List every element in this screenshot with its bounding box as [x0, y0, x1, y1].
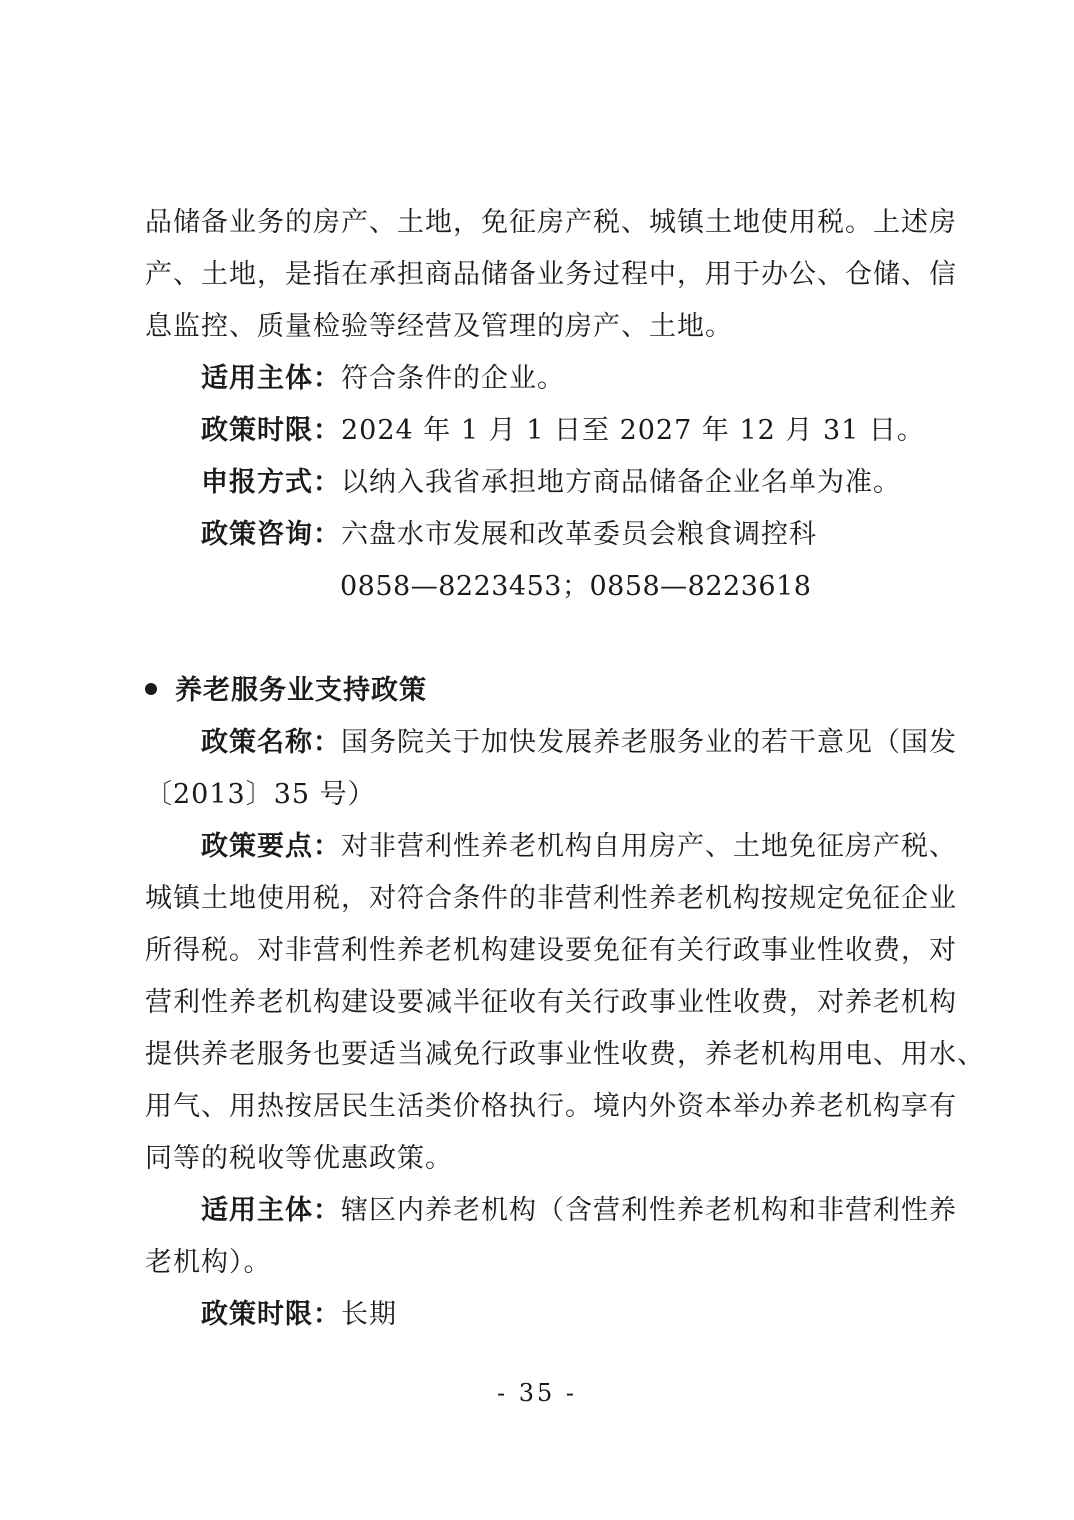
storage-apply-row: [201, 463, 945, 503]
storage-body-line-3: 息监控、质量检验等经营及管理的房产、土地。: [145, 311, 733, 342]
elderly-points-line-5: 用气、用热按居民生活类价格执行。境内外资本举办养老机构享有: [145, 1091, 957, 1122]
storage-body-line-1: 品储备业务的房产、土地，免征房产税、城镇土地使用税。上述房: [145, 207, 957, 238]
elderly-name-row: [201, 723, 957, 763]
elderly-period-label: 政策时限：: [201, 1299, 341, 1330]
storage-consult-value: 六盘水市发展和改革委员会粮食调控科: [341, 519, 817, 550]
storage-applicable-label: 适用主体：: [201, 363, 341, 394]
elderly-points-first: 对非营利性养老机构自用房产、土地免征房产税、: [341, 831, 957, 862]
elderly-points-line-1: 城镇土地使用税，对符合条件的非营利性养老机构按规定免征企业: [145, 883, 957, 914]
storage-consult-phones: 0858—8223453；0858—8223618: [340, 571, 812, 602]
elderly-name-value: 国务院关于加快发展养老服务业的若干意见（国发: [341, 727, 957, 758]
elderly-points-line-6: 同等的税收等优惠政策。: [145, 1143, 453, 1174]
elderly-section-heading-row: [145, 671, 427, 711]
storage-period-value: 2024 年 1 月 1 日至 2027 年 12 月 31 日。: [341, 415, 925, 446]
storage-body-line-2: 产、土地，是指在承担商品储备业务过程中，用于办公、仓储、信: [145, 259, 957, 290]
storage-consult-row: [201, 515, 945, 555]
elderly-points-label: 政策要点：: [201, 831, 341, 862]
elderly-points-line-3: 营利性养老机构建设要减半征收有关行政事业性收费，对养老机构: [145, 987, 957, 1018]
storage-period-label: 政策时限：: [201, 415, 341, 446]
elderly-points-line-2: 所得税。对非营利性养老机构建设要免征有关行政事业性收费，对: [145, 935, 957, 966]
elderly-applicable-value: 辖区内养老机构（含营利性养老机构和非营利性养: [341, 1195, 957, 1226]
elderly-applicable-label: 适用主体：: [201, 1195, 341, 1226]
storage-apply-value: 以纳入我省承担地方商品储备企业名单为准。: [341, 467, 901, 498]
elderly-applicable-continued: 老机构）。: [145, 1247, 272, 1278]
storage-applicable-row: [201, 359, 945, 399]
bullet-icon: [145, 683, 157, 695]
elderly-period-value: 长期: [341, 1299, 397, 1330]
elderly-name-continued: 〔2013〕35 号）: [145, 779, 376, 810]
elderly-points-line-4: 提供养老服务也要适当减免行政事业性收费，养老机构用电、用水、: [145, 1039, 985, 1070]
elderly-applicable-row: [201, 1191, 957, 1231]
elderly-section-heading: 养老服务业支持政策: [175, 675, 427, 706]
storage-applicable-value: 符合条件的企业。: [341, 363, 565, 394]
storage-apply-label: 申报方式：: [201, 467, 341, 498]
storage-period-row: [201, 411, 945, 451]
elderly-period-row: [201, 1295, 945, 1335]
elderly-points-row: [201, 827, 957, 867]
page-number: - 35 -: [496, 1379, 577, 1407]
storage-consult-label: 政策咨询：: [201, 519, 341, 550]
elderly-name-label: 政策名称：: [201, 727, 341, 758]
